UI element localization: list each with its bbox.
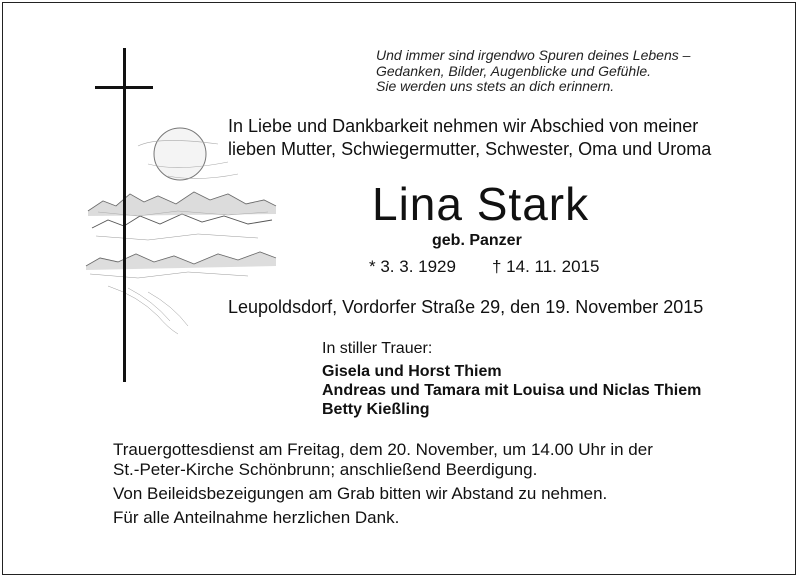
footer-line: Von Beileidsbezeigungen am Grab bitten wir Abstand zu nehmen. [113,484,608,503]
birth-name: geb. Panzer [432,232,522,249]
place-and-date: Leupoldsdorf, Vordorfer Straße 29, den 19. November 2015 [228,297,704,317]
mourner: Andreas und Tamara mit Louisa und Niclas Thiem [322,382,702,399]
poem [376,48,690,95]
mourner: Gisela und Horst Thiem [322,363,502,380]
footer-line: St.-Peter-Kirche Schönbrunn; anschließend Beerdigung. [113,460,538,479]
poem-line: Und immer sind irgendwo Spuren deines Lebens – [376,47,691,63]
mourner: Betty Kießling [322,401,430,418]
cross-icon [95,48,155,384]
footer-line: Trauergottesdienst am Freitag, dem 20. November, um 14.00 Uhr in der [113,440,653,459]
mourning-heading: In stiller Trauer: [322,340,433,357]
poem-line: Gedanken, Bilder, Augenblicke und Gefühle. [376,62,652,79]
footer-text [113,440,653,528]
intro-line: In Liebe und Dankbarkeit nehmen wir Abschied von meiner [228,116,699,136]
deceased-name: Lina Stark [372,178,590,230]
footer-line: Für alle Anteilnahme herzlichen Dank. [113,508,400,527]
date-of-death: † 14. 11. 2015 [492,257,600,276]
intro-text [228,115,711,161]
mourners-list [322,362,701,419]
poem-line: Sie werden uns stets an dich erinnern. [376,78,615,94]
intro-line: lieben Mutter, Schwiegermutter, Schwester, Oma und Uroma [228,139,712,159]
date-of-birth: * 3. 3. 1929 [369,257,456,276]
